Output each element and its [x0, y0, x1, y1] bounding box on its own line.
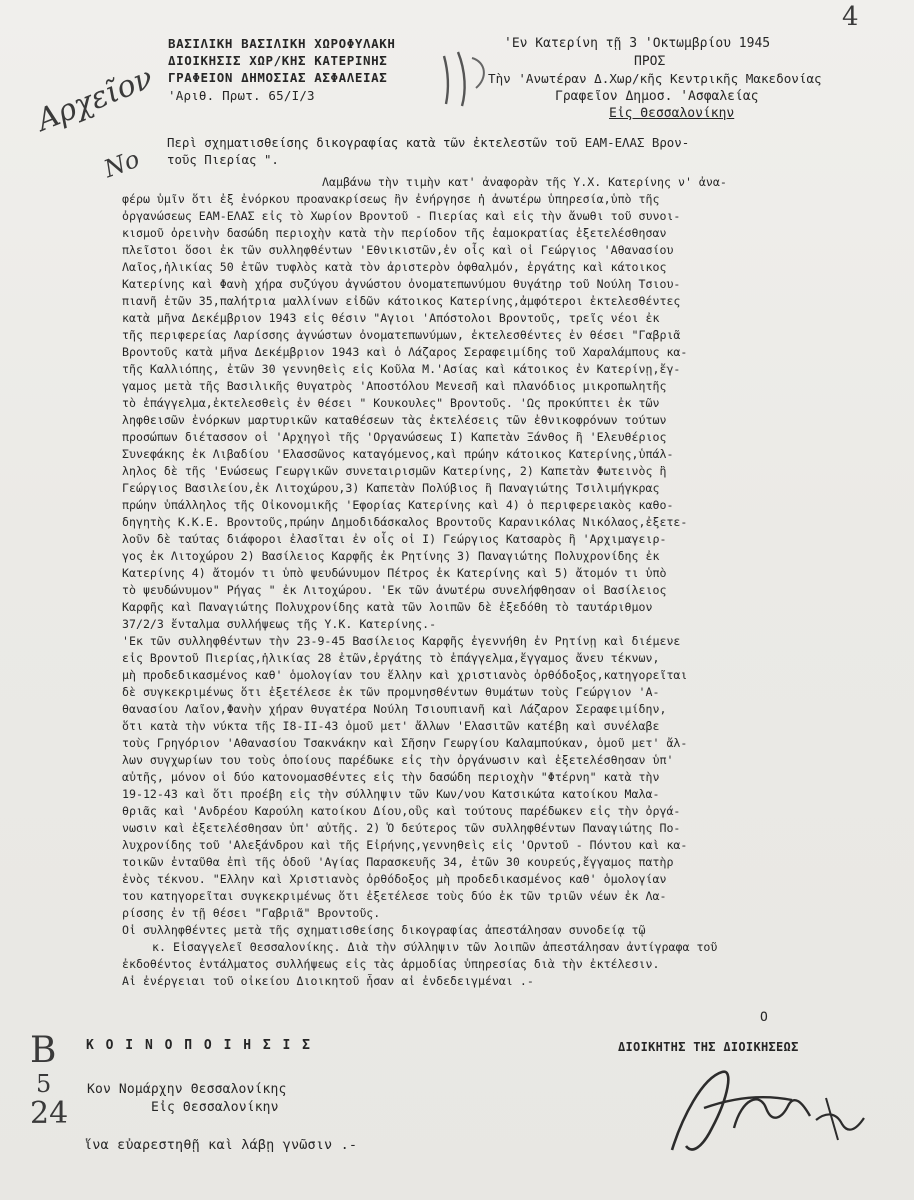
handwritten-margin-3: 24	[30, 1096, 69, 1131]
body-line: κισμοῦ ὀρεινὴν δασώδη περιοχὴν κατὰ τὴν περίοδον τῆς ἐαμοκρατίας ἐξετελέσθησαν	[122, 226, 667, 240]
body-line: Λαῖος,ἡλικίας 50 ἐτῶν τυφλὸς κατὰ τὸν ἀριστερὸν ὀφθαλμόν, ἐργάτης καὶ κάτοικος	[122, 260, 667, 274]
body-line: Αἱ ἐνέργειαι τοῦ οἰκείου Διοικητοῦ ἦσαν αἱ ἐνδεδειγμέναι .-	[122, 974, 534, 988]
body-line: πιανῆ ἐτῶν 35,παλήτρια μαλλίνων εἰδῶν κάτοικος Κατερίνης,ἀμφότεροι ἐκτελεσθέντες	[122, 294, 681, 308]
body-line: Κατερίνης καὶ Φανὴ χήρα συζύγου ἀγνώστου ὀνοματεπωνύμου θυγάτηρ τοῦ Νούλη Τσιου-	[122, 277, 681, 291]
body-line: δηγητὴς Κ.Κ.Ε. Βροντοῦς,πρώην Δημοδιδάσκαλος Βροντοῦς Καρανικόλας Νικόλαος,ἐξετε-	[122, 515, 688, 529]
header-recipient-1: Τὴν 'Ανωτέραν Δ.Χωρ/κῆς Κεντρικῆς Μακεδονίας	[488, 71, 822, 86]
body-line: 19-12-43 καὶ ὅτι προέβη εἰς τὴν σύλληψιν τῶν Κων/νου Κατσικώτα κατοίκου Μαλα-	[122, 787, 660, 801]
body-line: κ. Εἰσαγγελεῖ Θεσσαλονίκης. Διὰ τὴν σύλληψιν τῶν λοιπῶν ἀπεστάλησαν ἀντίγραφα τοῦ	[152, 940, 718, 954]
body-line: γος ἐκ Λιτοχώρου 2) Βασίλειος Καρφῆς ἐκ Ρητίνης 3) Παναγιώτης Πολυχρονίδης ἐκ	[122, 549, 660, 563]
body-line: λοῦν δὲ ταύτας διάφοροι ἐλασῖται ἐν οἷς οἱ Ι) Γεώργιος Κατσαρὸς ἢ 'Αρχιμαγειρ-	[122, 532, 667, 546]
pencil-bracket-mark	[436, 48, 496, 108]
distribution-line-2: Εἰς Θεσσαλονίκην	[151, 1100, 279, 1115]
body-line: Βροντοῦς κατὰ μῆνα Δεκέμβριον 1943 καὶ ὁ Λάζαρος Σεραφειμίδης τοῦ Χαραλάμπους κα-	[122, 345, 688, 359]
body-line: φέρω ὑμῖν ὅτι ἐξ ἐνόρκου προανακρίσεως ἣν ἐνήργησε ἡ ἀνωτέρω ὑπηρεσία,ὑπὸ τῆς	[122, 192, 660, 206]
body-line: κατὰ μῆνα Δεκέμβριον 1943 εἰς θέσιν "Αγιοι 'Απόστολοι Βροντοῦς, τρεῖς νέοι ἐκ	[122, 311, 660, 325]
header-date: 'Εν Κατερίνη τῇ 3 'Οκτωμβρίου 1945	[504, 36, 771, 51]
distribution-note: ἵνα εὐαρεστηθῇ καὶ λάβῃ γνῶσιν .-	[84, 1137, 358, 1153]
body-line: του κατηγορεῖται συγκεκριμένως ὅτι ἐξετέλεσε τοὺς δύο ἐκ τῶν τριῶν νέων ἐκ Λα-	[122, 889, 667, 903]
subject-line-1: Περὶ σχηματισθείσης δικογραφίας κατὰ τῶν ἐκτελεστῶν τοῦ ΕΑΜ-ΕΛΑΣ Βρον-	[167, 135, 690, 150]
body-line: τῆς Καλλιόπης, ἐτῶν 30 γεννηθεὶς εἰς Κοῦλα Μ.'Ασίας καὶ κάτοικος ἐν Κατερίνῃ,ἔγ-	[122, 362, 681, 376]
body-line: Γεώργιος Βασιλείου,ἐκ Λιτοχώρου,3) Καπετὰν Πολύβιος ἢ Παναγιώτης Τσιλιμήγκρας	[122, 481, 660, 495]
body-line: θανασίου Λαῖον,Φανὴν χήραν θυγατέρα Νούλη Τσιουπιανῆ καὶ Λάζαρον Σεραφειμίδην,	[122, 702, 667, 716]
body-line: 37/2/3 ἔνταλμα συλλήψεως τῆς Υ.Κ. Κατερίνης.-	[122, 617, 437, 631]
header-left-line-3: ΓΡΑΦΕΙΟΝ ΔΗΜΟΣΙΑΣ ΑΣΦΑΛΕΙΑΣ	[168, 70, 388, 85]
body-line: αὐτῆς, μόνον οἱ δύο κατονομασθέντες εἰς τὴν δασώδη περιοχὴν "Φτέρνη" κατὰ τὴν	[122, 770, 660, 784]
handwritten-note-top-2: Νο	[100, 144, 144, 184]
header-left-line-4: 'Αριθ. Πρωτ. 65/Ι/3	[168, 88, 315, 103]
body-line: προσώπων διέτασσον οἱ 'Αρχηγοὶ τῆς 'Οργανώσεως Ι) Καπετὰν Ξάνθος ἢ 'Ελευθέριος	[122, 430, 667, 444]
body-line: θριᾶς καὶ 'Ανδρέου Καρούλη κατοίκου Δίου,οὓς καὶ τούτους παρέδωκεν εἰς τὴν ὀργά-	[122, 804, 681, 818]
signature-scribble	[642, 1058, 872, 1168]
body-line: ἑνὸς τέκνου. "Ελλην καὶ Χριστιανὸς ὀρθόδοξος μὴ προδεδικασμένος καθ' ὁμολογίαν	[122, 872, 667, 886]
body-line: τοὺς Γρηγόριον 'Αθανασίου Τσακνάκην καὶ Σῆσην Γεωργίου Καλαμπούκαν, ὁμοῦ μετ' ἄλ-	[122, 736, 688, 750]
body-line: Λαμβάνω τὴν τιμὴν κατ' ἀναφορὰν τῆς Υ.Χ. Κατερίνης ν' ἀνα-	[322, 175, 727, 189]
body-line: δὲ συγκεκριμένως ὅτι ἐξετέλεσε ἐκ τῶν προμνησθέντων θυμάτων τοὺς Γεώργιον 'Α-	[122, 685, 660, 699]
body-line: μὴ προδεδικασμένος καθ' ὁμολογίαν του ἕλλην καὶ χριστιανὸς ὀρθόδοξος,κατηγορεῖται	[122, 668, 688, 682]
header-left-line-2: ΔΙΟΙΚΗΣΙΣ ΧΩΡ/ΚΗΣ ΚΑΤΕΡΙΝΗΣ	[168, 53, 388, 68]
header-recipient-2: Γραφεῖον Δημοσ. 'Ασφαλείας	[555, 89, 759, 104]
page-number: 4	[842, 2, 859, 32]
handwritten-margin-2: 5	[36, 1070, 52, 1098]
body-line: τὸ ψευδώνυμον" Ρήγας " ἐκ Λιτοχώρου. 'Εκ τῶν ἀνωτέρω συνελήφθησαν οἱ Βασίλειος	[122, 583, 667, 597]
body-line: τὸ ἐπάγγελμα,ἐκτελεσθεὶς ἐν θέσει " Κουκουλες" Βροντοῦς. 'Ως προκύπτει ἐκ τῶν	[122, 396, 660, 410]
body-line: ἐκδοθέντος ἐντάλματος συλλήψεως εἰς τὰς ἁρμοδίας ὑπηρεσίας διὰ τὴν ἐκτέλεσιν.	[122, 957, 660, 971]
body-line: ὀργανώσεως ΕΑΜ-ΕΛΑΣ εἰς τὸ Χωρίον Βροντοῦ - Πιερίας καὶ εἰς τὴν ἄνωθι τοῦ συνοι-	[122, 209, 681, 223]
commander-mark: Ο	[760, 1010, 768, 1025]
header-to-label: ΠΡΟΣ	[634, 54, 666, 69]
body-line: γαμος μετὰ τῆς Βασιλικῆς θυγατρὸς 'Αποστόλου Μενεσῆ καὶ πλανόδιος μικροπωλητῆς	[122, 379, 667, 393]
body-line: πρώην ὑπάλληλος τῆς Οἰκονομικῆς 'Εφορίας Κατερίνης καὶ 4) ὁ περιφερειακὸς καθο-	[122, 498, 674, 512]
body-line: τοικῶν ἐνταῦθα ἐπὶ τῆς ὁδοῦ 'Αγίας Παρασκευῆς 34, ἐτῶν 30 κουρεύς,ἔγγαμος πατὴρ	[122, 855, 674, 869]
body-line: ὅτι κατὰ τὴν νύκτα τῆς I8-II-43 ὁμοῦ μετ' ἄλλων 'Ελασιτῶν κατέβη καὶ συνέλαβε	[122, 719, 660, 733]
body-line: νωσιν καὶ ἐξετελέσθησαν ὑπ' αὐτῆς. 2) Ὁ δεύτερος τῶν συλληφθέντων Παναγιώτης Πο-	[122, 821, 681, 835]
body-line: 'Εκ τῶν συλληφθέντων τὴν 23-9-45 Βασίλειος Καρφῆς ἐγεννήθη ἐν Ρητίνῃ καὶ διέμενε	[122, 634, 681, 648]
handwritten-margin-1: Β	[30, 1030, 57, 1071]
commander-title: ΔΙΟΙΚΗΤΗΣ ΤΗΣ ΔΙΟΙΚΗΣΕΩΣ	[618, 1040, 799, 1054]
body-line: πλεῖστοι ὅσοι ἐκ τῶν συλληφθέντων 'Εθνικιστῶν,ἐν οἷς καὶ οἱ Γεώργιος 'Αθανασίου	[122, 243, 674, 257]
body-line: Κατερίνης 4) ἄτομόν τι ὑπὸ ψευδώνυμον Πέτρος ἐκ Κατερίνης καὶ 5) ἄτομόν τι ὑπὸ	[122, 566, 667, 580]
body-line: τῆς περιφερείας Λαρίσσης ἀγνώστων ὀνοματεπωνύμων, ἐκτελεσθέντες ἐν θέσει "Γαβριᾶ	[122, 328, 681, 342]
body-line: λων συγχωρίων του τοὺς ὁποίους παρέδωκε εἰς τὴν ὀργάνωσιν καὶ ἐξετελέσθησαν ὑπ'	[122, 753, 674, 767]
body-line: Συνεφάκης ἐκ Λιβαδίου 'Ελασσῶνος καταγόμενος,καὶ πρώην κάτοικος Κατερίνης,ὑπάλ-	[122, 447, 674, 461]
header-recipient-3: Εἰς Θεσσαλονίκην	[609, 106, 735, 121]
header-left-line-1: ΒΑΣΙΛΙΚΗ ΒΑΣΙΛΙΚΗ ΧΩΡΟΦΥΛΑΚΗ	[168, 36, 396, 51]
body-line: Οἱ συλληφθέντες μετὰ τῆς σχηματισθείσης δικογραφίας ἀπεστάλησαν συνοδείᾳ τῷ	[122, 923, 646, 937]
body-line: ληλος δὲ τῆς 'Ενώσεως Γεωργικῶν συνεταιρισμῶν Κατερίνης, 2) Καπετὰν Φωτεινὸς ἢ	[122, 464, 667, 478]
body-line: εἰς Βροντοῦ Πιερίας,ἡλικίας 28 ἐτῶν,ἐργάτης τὸ ἐπάγγελμα,ἔγγαμος ἄνευ τέκνων,	[122, 651, 660, 665]
body-line: ρίσσης ἐν τῇ θέσει "Γαβριᾶ" Βροντοῦς.	[122, 906, 381, 920]
distribution-line-1: Κον Νομάρχην Θεσσαλονίκης	[87, 1082, 287, 1097]
distribution-heading: Κ Ο Ι Ν Ο Π Ο Ι Η Σ Ι Σ	[86, 1038, 313, 1053]
body-line: ληφθεισῶν ἐνόρκων μαρτυρικῶν καταθέσεων τὰς ἐκτελέσεις τῶν ἐθνικοφρόνων τούτων	[122, 413, 667, 427]
subject-line-2: τοῦς Πιερίας ".	[167, 152, 279, 167]
body-line: λυχρονίδης τοῦ 'Αλεξάνδρου καὶ τῆς Εἰρήνης,γεννηθεὶς εἰς 'Ορντοῦ - Πόντου καὶ κα-	[122, 838, 688, 852]
body-line: Καρφῆς καὶ Παναγιώτης Πολυχρονίδης κατὰ τῶν λοιπῶν δὲ ἐξεδόθη τὸ ταυτάριθμον	[122, 600, 653, 614]
handwritten-note-top: Αρχεῖον	[32, 60, 158, 139]
